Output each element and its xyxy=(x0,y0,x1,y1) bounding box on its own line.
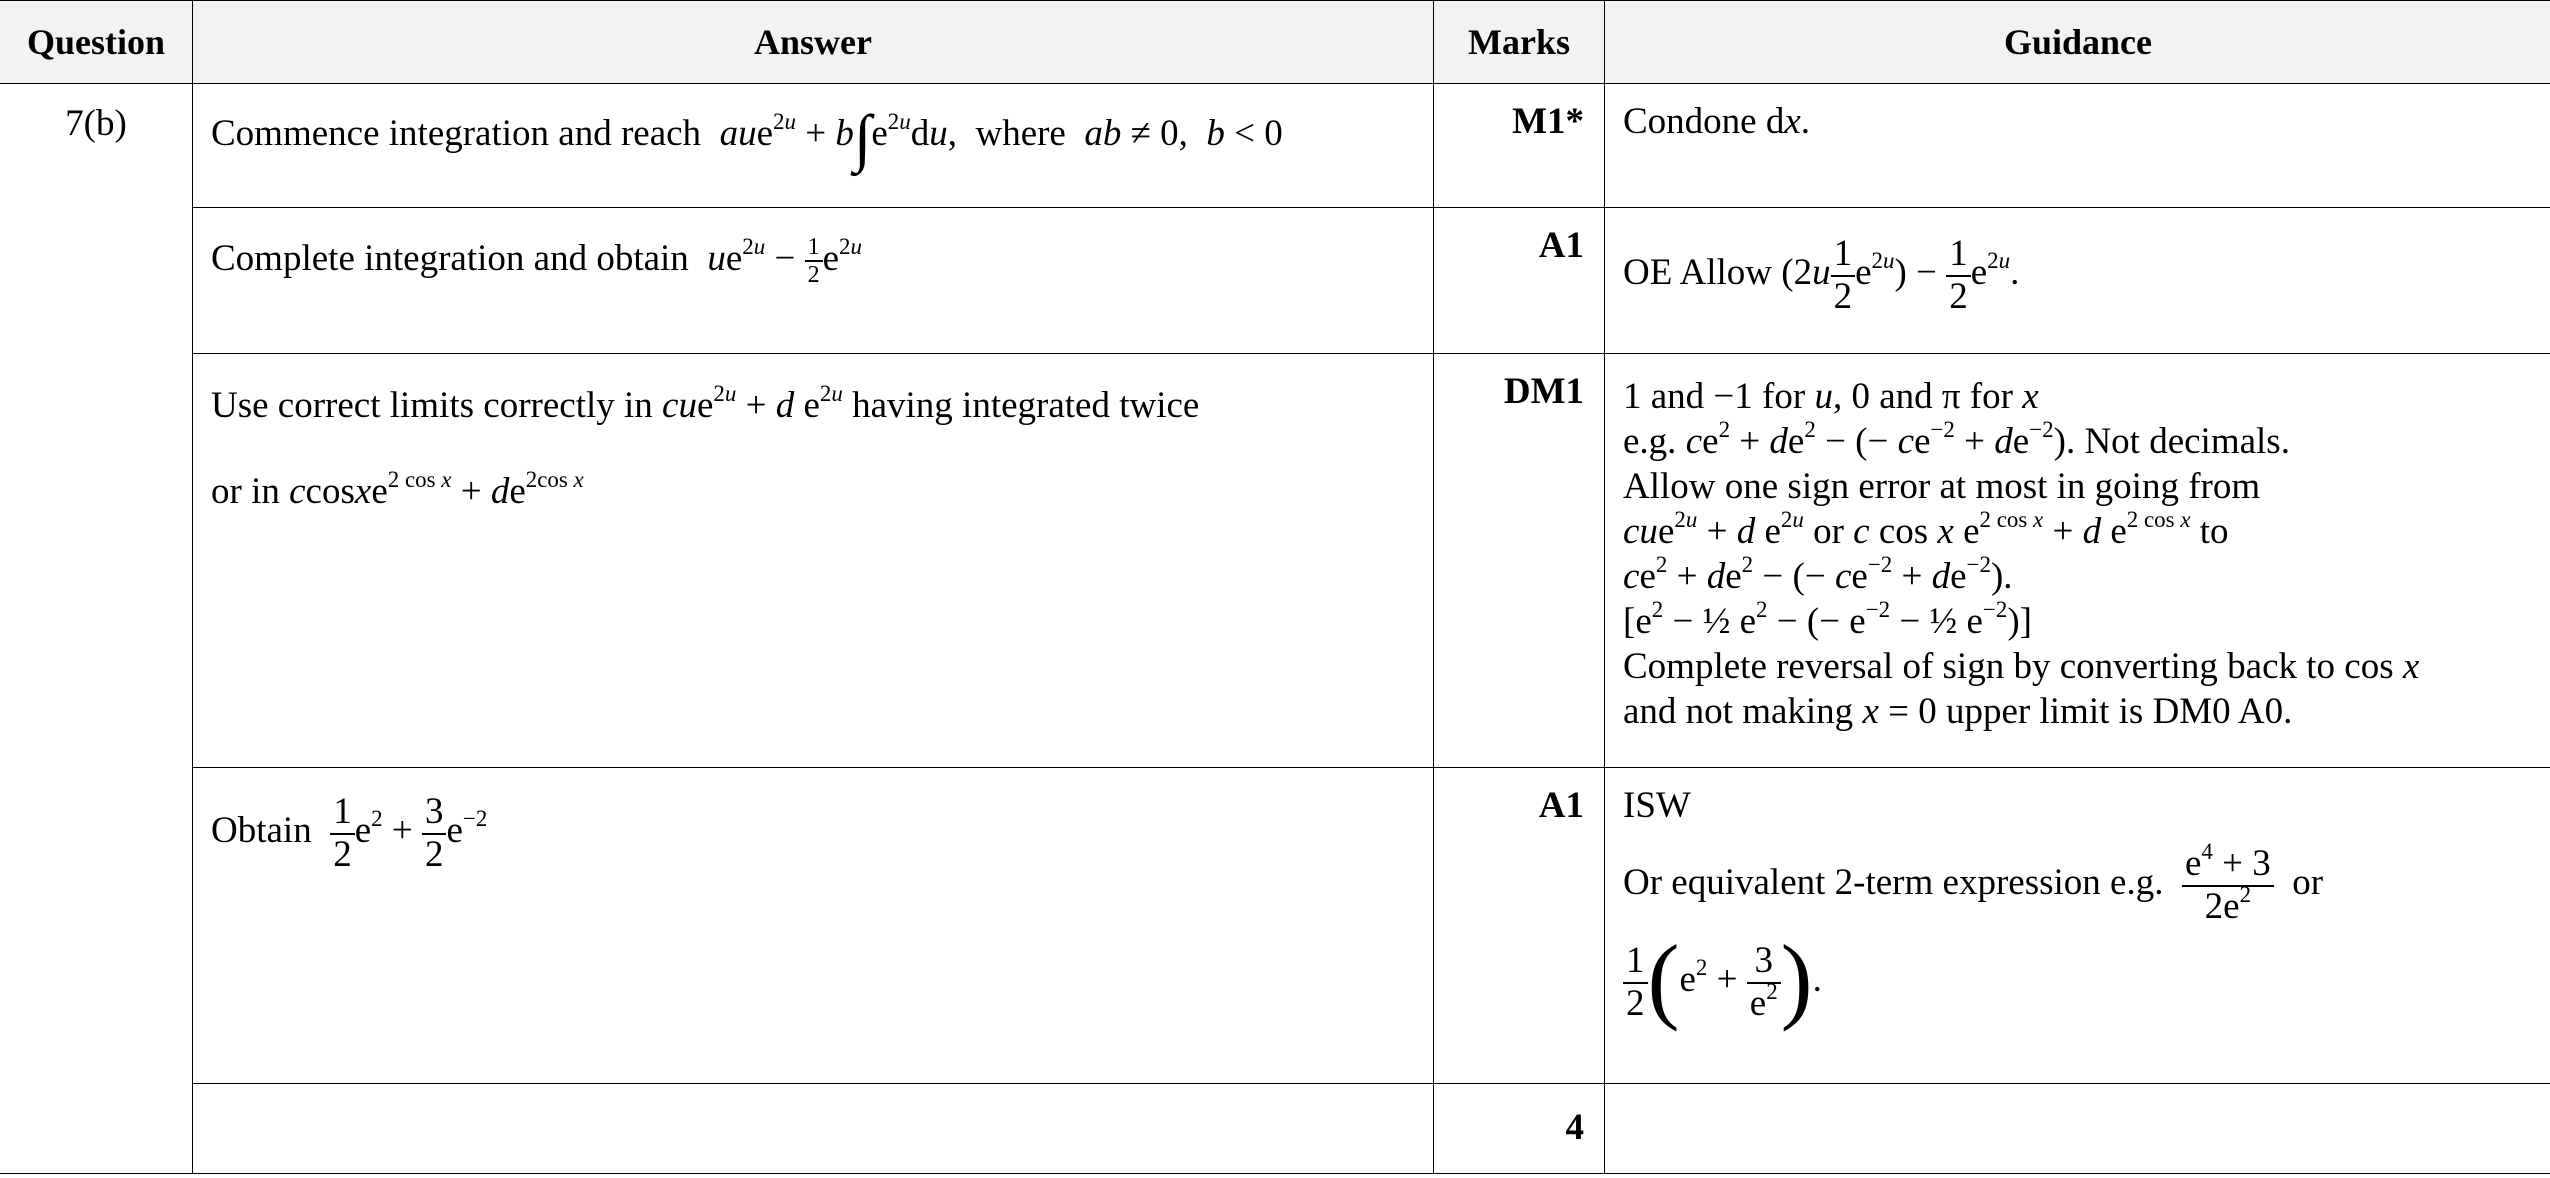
answer-math: $\frac{1}{2}$ $e^2$ + $\frac{3}{2}$ $e^{-2}$ xyxy=(321,810,487,851)
answer-text: Obtain xyxy=(211,810,312,852)
guidance-text: Condone d xyxy=(1623,101,1785,142)
table-row xyxy=(0,208,2550,354)
guidance-math: (2u $\frac{1}{2}$ $e^{2u}$) − $\frac{1}{2}$ $e^{2u}$. xyxy=(1781,233,2020,317)
guidance-line: 1 and −1 for u, 0 and π for x xyxy=(1623,376,2039,417)
table-row xyxy=(0,84,2550,208)
header-answer: Answer xyxy=(193,1,1434,84)
guidance-math: $\frac{e^4 + 3}{2e^2}$ xyxy=(2173,862,2283,903)
marks-cell: A1 xyxy=(1434,768,1605,1084)
question-number: 7(b) xyxy=(0,84,193,1174)
total-marks-cell: 4 xyxy=(1434,1084,1605,1174)
answer-cell xyxy=(193,1084,1434,1174)
marks-cell: A1 xyxy=(1434,208,1605,354)
guidance-text: OE Allow xyxy=(1623,252,1773,294)
answer-text-2: having integrated twice xyxy=(852,385,1200,426)
header-row xyxy=(0,1,2550,84)
guidance-line: e.g. $ce^2 + de^2$ − (− $ce^{-2} + de^{-2}$). Not decimals. xyxy=(1623,416,2290,462)
header-question: Question xyxy=(0,1,193,84)
answer-text: Commence integration and reach xyxy=(211,113,702,154)
answer-condition-math: ab ≠ 0, b < 0 xyxy=(1084,113,1283,154)
marks-cell: DM1 xyxy=(1434,354,1605,768)
answer-text: Use correct limits correctly in xyxy=(211,385,653,426)
guidance-cell xyxy=(1605,768,2550,1084)
guidance-line: cue$^{2u}$ + d $e^{2u}$ or c cos x $e^{2 cos x} + d$ $e^{2 cos x}$ to xyxy=(1623,506,2229,552)
guidance-line: ISW xyxy=(1623,785,1691,826)
guidance-cell: Condone dx. xyxy=(1605,84,2550,208)
answer-cell xyxy=(193,84,1434,208)
answer-cell xyxy=(193,768,1434,1084)
answer-where: where xyxy=(975,113,1066,154)
guidance-math: $\frac{1}{2}$ ($e^2$ + $\frac{3}{e^2}$ ). xyxy=(1623,927,2533,1024)
guidance-line: $ce^2 + de^2$ − (− $ce^{-2} + de^{-2}$). xyxy=(1623,551,2013,597)
header-guidance: Guidance xyxy=(1605,1,2550,84)
guidance-or: or xyxy=(2292,862,2324,904)
answer-cell xyxy=(193,208,1434,354)
guidance-cell xyxy=(1605,354,2550,768)
guidance-cell xyxy=(1605,208,2550,354)
guidance-cell xyxy=(1605,1084,2550,1174)
marks-cell: M1* xyxy=(1434,84,1605,208)
table-row xyxy=(0,354,2550,768)
table-row xyxy=(0,1084,2550,1174)
answer-text-3: or in xyxy=(211,471,280,513)
guidance-line: Or equivalent 2-term expression e.g. xyxy=(1623,862,2164,904)
table-row xyxy=(0,768,2550,1084)
header-marks: Marks xyxy=(1434,1,1605,84)
answer-text: Complete integration and obtain xyxy=(211,237,689,279)
answer-math: $aue^{2u} + b\int e^{2u}du$, xyxy=(719,102,967,173)
answer-cell xyxy=(193,354,1434,768)
answer-math-2: ccosxe$^{2 cos x}$ + $de^{2cos x}$ xyxy=(289,467,584,513)
guidance-line: Complete reversal of sign by converting back to cos x xyxy=(1623,646,2420,687)
guidance-line: [$e^2$ − ½ $e^2$ − (− $e^{-2}$ − ½ $e^{-2}$)] xyxy=(1623,596,2032,642)
answer-math: cue$^{2u}$ + d $e^{2u}$ xyxy=(662,380,843,426)
guidance-line: Allow one sign error at most in going from xyxy=(1623,466,2261,507)
guidance-line: and not making x = 0 upper limit is DM0 A0. xyxy=(1623,691,2293,732)
answer-math: $ue^{2u}$ − $\frac{1}{2}$ $e^{2u}$ xyxy=(707,233,862,289)
